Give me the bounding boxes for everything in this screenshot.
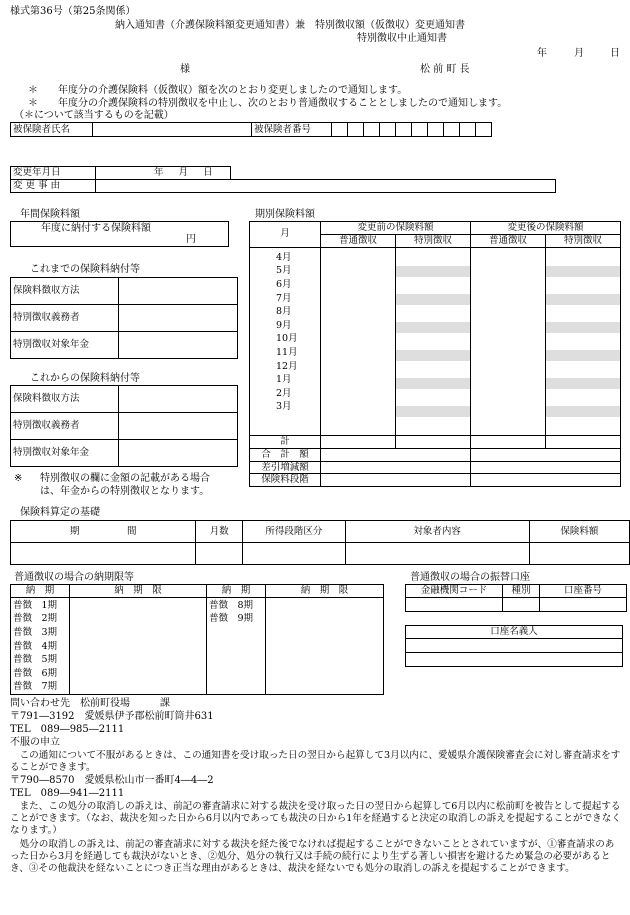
notice-line-2: ＊ 年度分の介護保険料の特別徴収を中止し、次のとおり普通徴収することとしましたので通知します。 bbox=[28, 98, 508, 109]
form-number: 様式第36号（第25条関係） bbox=[10, 6, 136, 17]
document-title: 納入通知書（介護保険料額変更通知書）兼 特別徴収額（仮徴収）変更通知書 bbox=[115, 20, 465, 31]
period-premium-title: 期別保険料額 bbox=[255, 209, 315, 220]
bank-code-header: 金融機関コード bbox=[406, 585, 503, 598]
before-normal-column bbox=[321, 247, 396, 435]
insured-number-digit bbox=[348, 123, 364, 137]
past-pension-label: 特別徴収対象年金 bbox=[11, 332, 119, 359]
insured-number-digit bbox=[364, 123, 380, 137]
future-pension-label: 特別徴収対象年金 bbox=[11, 440, 119, 467]
account-type-header: 種別 bbox=[503, 585, 540, 598]
grade-label: 保険料段階 bbox=[250, 474, 321, 487]
account-name-header: 口座名義人 bbox=[406, 626, 623, 639]
contact-tel: TEL 089―985―2111 bbox=[10, 724, 125, 735]
after-special-column bbox=[546, 247, 621, 435]
insured-number-digit bbox=[476, 123, 492, 137]
contact-address: 〒791―3192 愛媛県伊予郡松前町筒井631 bbox=[10, 711, 214, 722]
total-label: 合 計 額 bbox=[250, 448, 321, 461]
before-change-header: 変更前の保険料額 bbox=[321, 222, 471, 235]
basis-title: 保険料算定の基礎 bbox=[20, 507, 100, 518]
annual-premium-title: 年間保険料額 bbox=[20, 209, 80, 220]
notice-note: （＊について該当するものを記載） bbox=[14, 110, 174, 121]
after-normal-header: 普通徴収 bbox=[471, 234, 546, 247]
insured-number-label: 被保険者番号 bbox=[252, 123, 332, 137]
change-info-table bbox=[10, 166, 556, 193]
basis-months-header: 月数 bbox=[196, 521, 243, 543]
insured-number-digit bbox=[412, 123, 428, 137]
deadline-period-header-right: 納 期 bbox=[207, 585, 266, 598]
after-normal-column bbox=[471, 247, 546, 435]
insured-number-digit bbox=[460, 123, 476, 137]
appeal-address: 〒790―8570 愛媛県松山市一番町4―4―2 bbox=[10, 775, 214, 786]
special-note-mark: ※ bbox=[14, 473, 23, 484]
basis-grade-header: 所得段階区分 bbox=[243, 521, 345, 543]
insured-number-digit bbox=[332, 123, 348, 137]
basis-table bbox=[10, 520, 630, 565]
insured-name-value bbox=[93, 123, 252, 137]
deadline-periods-left: 普徴 1期 普徴 2期 普徴 3期 普徴 4期 普徴 5期 普徴 6期 普徴 7期 bbox=[11, 597, 70, 694]
month-header: 月 bbox=[250, 222, 321, 248]
past-payment-title: これまでの保険料納付等 bbox=[30, 264, 140, 275]
change-date-value: 年 月 日 bbox=[96, 167, 231, 180]
period-premium-table bbox=[249, 221, 621, 487]
issue-date-month: 月 bbox=[574, 48, 584, 59]
change-reason-label: 変 更 事 由 bbox=[11, 179, 96, 192]
appeal-paragraph-1: この通知について不服があるときは、この通知書を受け取った日の翌日から起算して3月以内に、愛媛県介護保険審査会に対し審査請求をすることができます。 bbox=[10, 750, 621, 774]
annual-premium-label: 年度に納付する保険料額 bbox=[41, 223, 151, 234]
basis-subject-header: 対象者内容 bbox=[345, 521, 529, 543]
notice-line-1: ＊ 年度分の介護保険料（仮徴収）額を次のとおり変更しましたので通知します。 bbox=[28, 85, 408, 96]
deadline-title: 普通徴収の場合の納期限等 bbox=[14, 572, 134, 583]
basis-period-header: 期 間 bbox=[11, 521, 196, 543]
appeal-tel: TEL 089―941―2111 bbox=[10, 788, 125, 799]
account-number-header: 口座番号 bbox=[540, 585, 627, 598]
special-note-line-2: は、年金からの特別徴収となります。 bbox=[40, 486, 210, 497]
insured-number-digit bbox=[396, 123, 412, 137]
change-date-label: 変更年月日 bbox=[11, 167, 96, 180]
deadline-date-header-left: 納 期 限 bbox=[70, 585, 207, 598]
appeal-title: 不服の申立 bbox=[10, 737, 60, 748]
insured-number-digit bbox=[428, 123, 444, 137]
future-payment-table bbox=[10, 385, 238, 467]
past-collection-method-label: 保険料徴収方法 bbox=[11, 278, 119, 305]
future-payment-title: これからの保険料納付等 bbox=[30, 373, 140, 384]
past-special-collector-label: 特別徴収義務者 bbox=[11, 305, 119, 332]
deadline-period-header-left: 納 期 bbox=[11, 585, 70, 598]
past-payment-table bbox=[10, 277, 238, 359]
change-reason-value bbox=[96, 179, 556, 192]
subtotal-label: 計 bbox=[250, 435, 321, 448]
appeal-paragraph-2: また、この処分の取消しの訴えは、前記の審査請求に対する裁決を受け取った日の翌日から起算して6月以内に松前町を被告として提起することができます。（なお、裁決を知った日から6月以内であっても裁決の日から1年を経過すると決定の取消しの訴えを提起することができなくなります。） bbox=[10, 801, 621, 837]
month-list: 4月 5月 6月 7月 8月 9月 10月 11月 12月 1月 2月 3月 bbox=[250, 247, 321, 435]
future-collection-method-label: 保険料徴収方法 bbox=[11, 386, 119, 413]
annual-premium-box bbox=[10, 221, 229, 247]
insured-number-digit bbox=[380, 123, 396, 137]
future-special-collector-label: 特別徴収義務者 bbox=[11, 413, 119, 440]
issuer-name: 松 前 町 長 bbox=[420, 64, 470, 75]
insured-name-label: 被保険者氏名 bbox=[11, 123, 93, 137]
deadline-date-header-right: 納 期 限 bbox=[266, 585, 384, 598]
before-normal-header: 普通徴収 bbox=[321, 234, 396, 247]
transfer-title: 普通徴収の場合の振替口座 bbox=[410, 572, 530, 583]
basis-amount-header: 保険料額 bbox=[529, 521, 629, 543]
insured-number-digit bbox=[444, 123, 460, 137]
account-name-table bbox=[405, 625, 623, 667]
document-subtitle: 特別徴収中止通知書 bbox=[357, 33, 447, 44]
appeal-paragraph-3: 処分の取消しの訴えは、前記の審査請求に対する裁決を経た後でなければ提起することができないこととされていますが、①審査請求のあった日から3月を経過しても裁決がないとき、②処分、処分の執行又は手続の続行により生ずる著しい損害を避けるため緊急の必要があるとき、③その他裁決を経ないことにつき正当な理由があるときは、裁決を経ないでも処分の取消しの訴えを提起することができます。 bbox=[10, 839, 615, 875]
before-special-header: 特別徴収 bbox=[396, 234, 471, 247]
addressee-suffix: 様 bbox=[180, 64, 190, 75]
issue-date-day: 日 bbox=[610, 48, 620, 59]
insured-info-table bbox=[10, 122, 492, 137]
deadline-table bbox=[10, 584, 384, 695]
special-note-line-1: 特別徴収の欄に金額の記載がある場合 bbox=[40, 473, 210, 484]
after-special-header: 特別徴収 bbox=[546, 234, 621, 247]
issue-date-year: 年 bbox=[537, 48, 547, 59]
annual-premium-unit: 円 bbox=[186, 234, 196, 245]
contact-line-1: 問い合わせ先 松前町役場 課 bbox=[10, 698, 170, 709]
after-change-header: 変更後の保険料額 bbox=[471, 222, 621, 235]
difference-label: 差引増減額 bbox=[250, 461, 321, 474]
deadline-periods-right: 普徴 8期 普徴 9期 bbox=[207, 597, 266, 694]
before-special-column bbox=[396, 247, 471, 435]
transfer-table bbox=[405, 584, 627, 612]
